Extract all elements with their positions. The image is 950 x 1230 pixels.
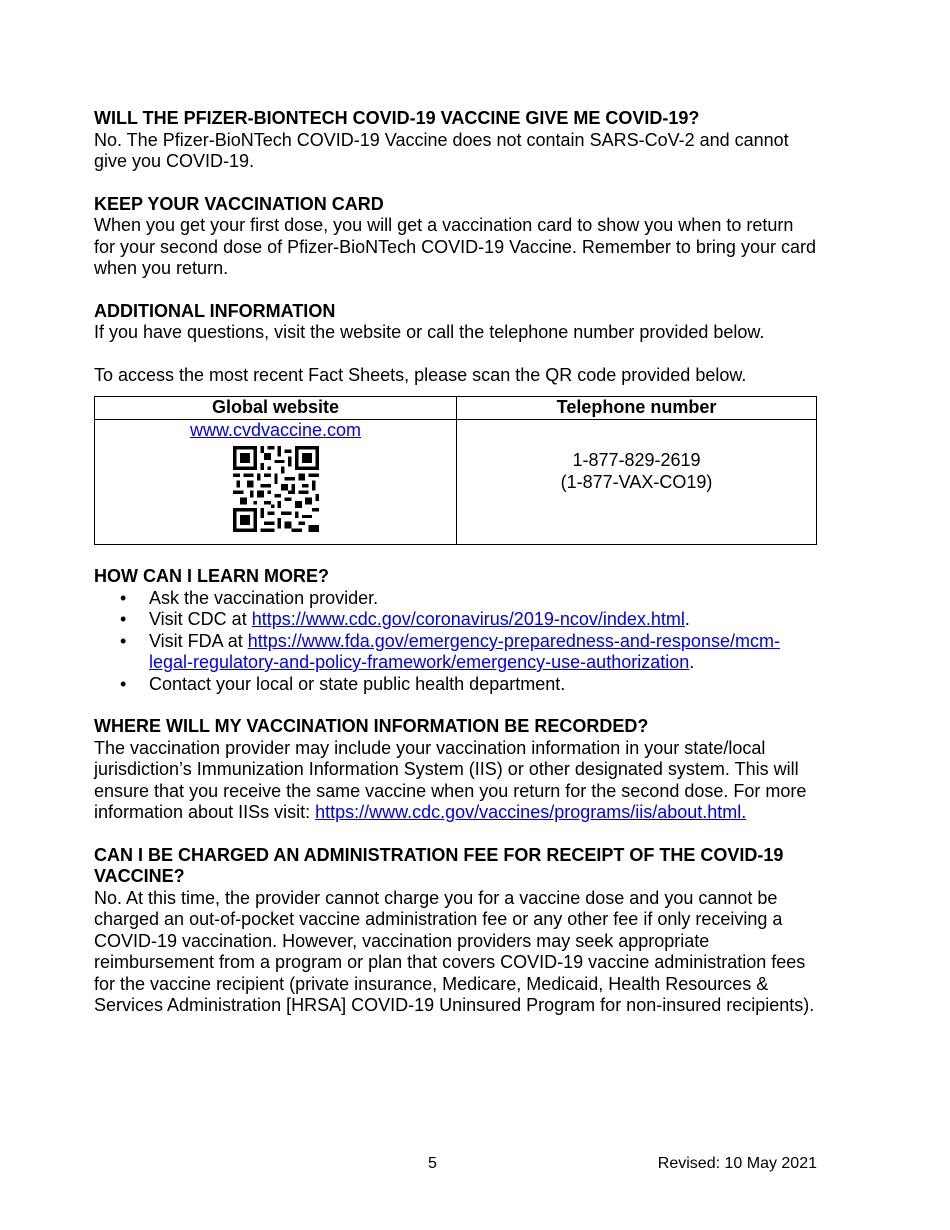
telephone-block xyxy=(457,420,816,493)
heading-vaccination-card: KEEP YOUR VACCINATION CARD xyxy=(94,193,384,214)
body-admin-fee: No. At this time, the provider cannot charge you for a vaccine dose and you cannot be charged an out-of-pocket vaccine administration fee or any other fee if only receiving a COVID-19 vaccination. However, vaccination providers may seek appropriate reimbursement from a program or plan that covers COVID-19 vaccine administration fees for the vaccine recipient (private insurance, Medicare, Medicaid, Health Resources & Services Administration [HRSA] COVID-19 Uninsured Program for non-insured recipients). xyxy=(94,887,815,1015)
qr-code-icon[interactable] xyxy=(233,446,319,532)
learn-more-list xyxy=(94,588,817,696)
header-telephone: Telephone number xyxy=(457,397,817,420)
phone-number: 1-877-829-2619 xyxy=(572,450,701,470)
body-vaccination-card: When you get your first dose, you will get a vaccination card to show you when to return for your second dose of Pfizer-BioNTech COVID-19 Vaccine. Remember to bring your card when you return. xyxy=(94,215,816,278)
website-link[interactable]: www.cvdvaccine.com xyxy=(189,420,362,440)
section-recorded xyxy=(94,716,817,824)
list-item: • Ask the vaccination provider. xyxy=(94,588,817,610)
heading-admin-fee: CAN I BE CHARGED AN ADMINISTRATION FEE FOR RECEIPT OF THE COVID-19 VACCINE? xyxy=(94,844,784,886)
list-item: • Contact your local or state public health department. xyxy=(94,674,817,696)
cell-website xyxy=(95,420,457,545)
heading-give-covid: WILL THE PFIZER-BIONTECH COVID-19 VACCINE GIVE ME COVID-19? xyxy=(94,108,700,128)
page-number: 5 xyxy=(428,1155,437,1172)
phone-number-alpha: (1-877-VAX-CO19) xyxy=(560,471,713,492)
list-item: • Visit CDC at https://www.cdc.gov/coronavirus/2019-ncov/index.html. xyxy=(94,609,817,631)
body-additional-info: If you have questions, visit the website or call the telephone number provided below. xyxy=(94,322,765,342)
section-learn-more xyxy=(94,566,817,695)
contact-table-header xyxy=(95,397,817,420)
list-item: • Visit FDA at https://www.fda.gov/emergency-preparedness-and-response/mcm-legal-regulatory-and-policy-framework/emergency-use-authorization. xyxy=(94,631,817,674)
iis-link[interactable]: https://www.cdc.gov/vaccines/programs/iis/about.html. xyxy=(315,802,747,822)
contact-table-row xyxy=(95,420,817,545)
cell-telephone xyxy=(457,420,817,545)
document-page xyxy=(94,108,817,1038)
section-give-covid xyxy=(94,108,817,173)
section-admin-fee xyxy=(94,845,817,1017)
contact-table xyxy=(94,396,817,545)
cdc-link[interactable]: https://www.cdc.gov/coronavirus/2019-ncov/index.html xyxy=(251,609,685,629)
heading-recorded: WHERE WILL MY VACCINATION INFORMATION BE RECORDED? xyxy=(94,716,649,736)
heading-additional-info: ADDITIONAL INFORMATION xyxy=(94,300,336,321)
header-global-website: Global website xyxy=(95,397,457,420)
section-vaccination-card xyxy=(94,194,817,280)
section-additional-info xyxy=(94,301,817,387)
heading-learn-more: HOW CAN I LEARN MORE? xyxy=(94,566,329,586)
body-recorded: The vaccination provider may include your vaccination information in your state/local jurisdiction’s Immunization Information System (IIS) or other designated system. This will ensure that you receive the same vaccine when you return for the second dose. For more information about IISs visit: https://www.cdc.gov/vaccines/programs/iis/about.html. xyxy=(94,737,807,822)
body-give-covid: No. The Pfizer-BioNTech COVID-19 Vaccine does not contain SARS-CoV-2 and cannot give you COVID-19. xyxy=(94,129,789,171)
revised-date: Revised: 10 May 2021 xyxy=(657,1155,817,1172)
fda-link[interactable]: https://www.fda.gov/emergency-preparedness-and-response/mcm-legal-regulatory-and-policy-framework/emergency-use-authorization xyxy=(149,630,780,672)
body-qr-instructions: To access the most recent Fact Sheets, please scan the QR code provided below. xyxy=(94,364,747,385)
